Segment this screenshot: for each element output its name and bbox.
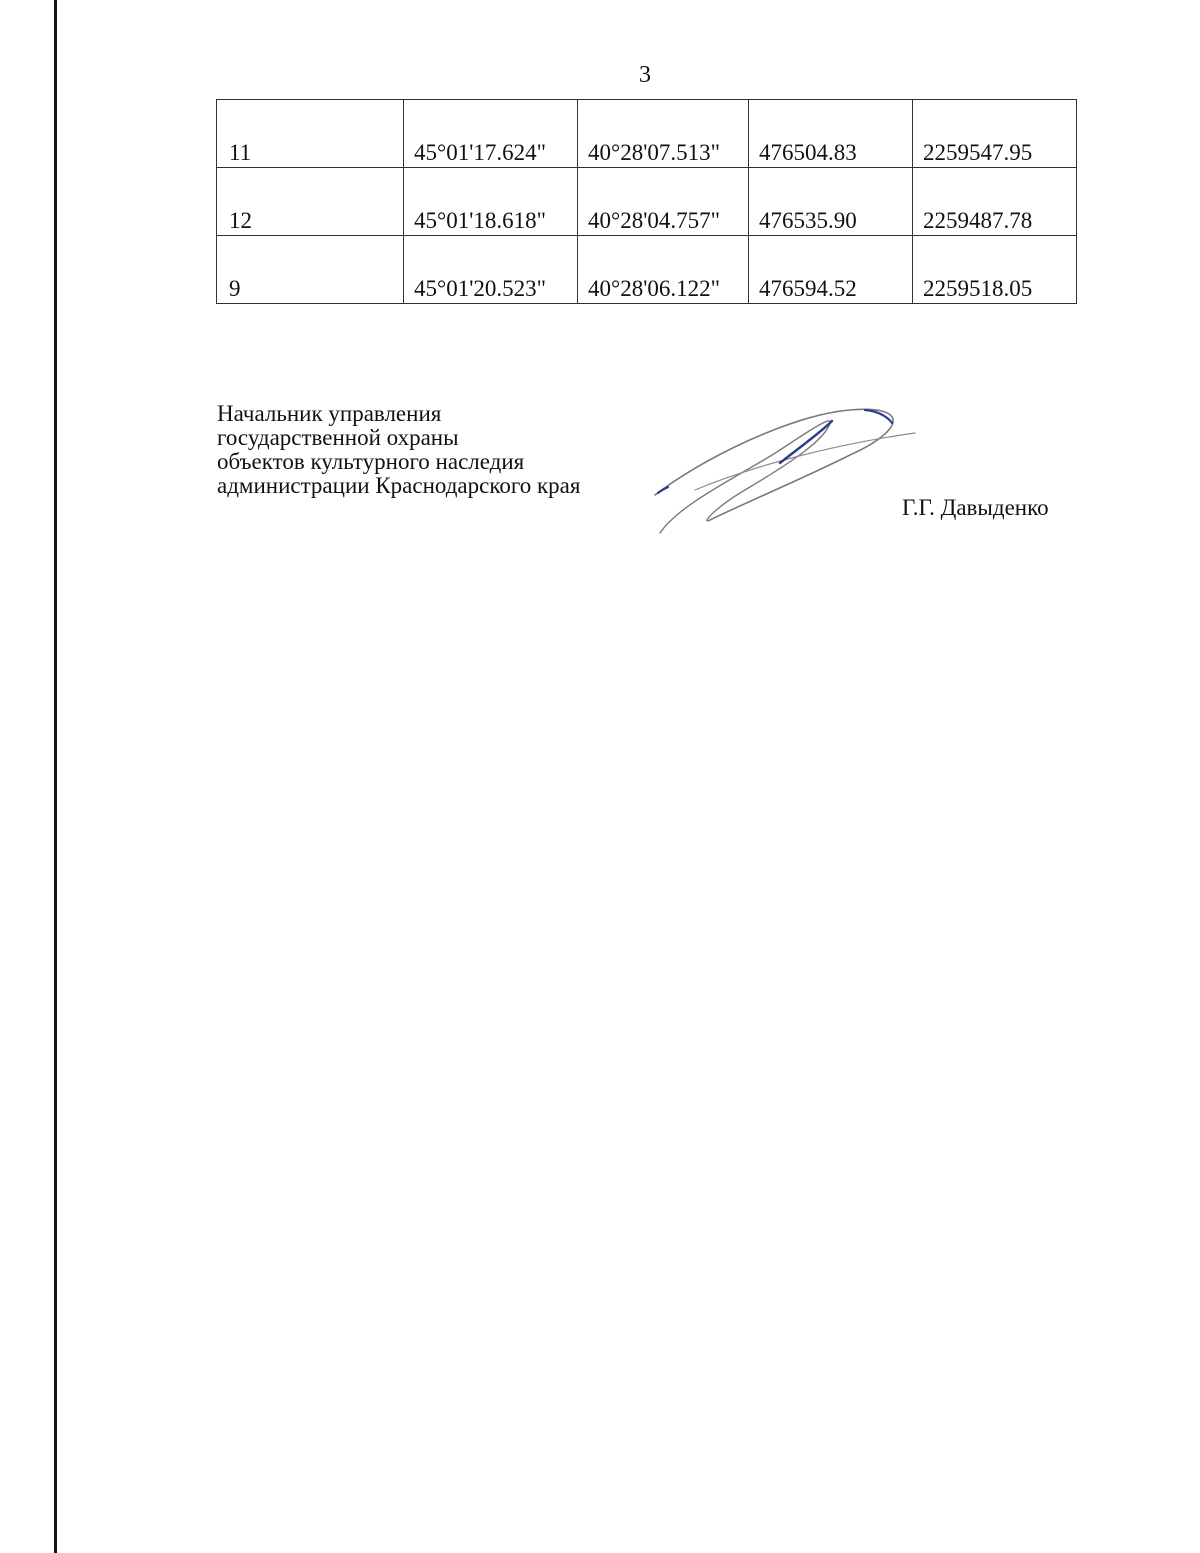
signatory-name: Г.Г. Давыденко	[902, 495, 1049, 520]
signature-ink-accent	[865, 410, 892, 423]
point-number-cell: 12	[217, 168, 404, 236]
signatory-position	[217, 402, 580, 498]
table-row	[217, 168, 1077, 236]
signature-stroke-outer	[655, 409, 893, 520]
latitude-cell: 45°01'18.618"	[404, 168, 578, 236]
signature-ink-accent	[780, 421, 832, 463]
latitude-cell: 45°01'20.523"	[404, 236, 578, 304]
position-line: Начальник управления	[217, 401, 442, 426]
y-coordinate-cell: 2259487.78	[913, 168, 1077, 236]
handwritten-signature	[640, 395, 940, 545]
point-number-cell: 9	[217, 236, 404, 304]
position-line: государственной охраны	[217, 425, 459, 450]
point-number-cell: 11	[217, 100, 404, 168]
x-coordinate-cell: 476594.52	[749, 236, 913, 304]
x-coordinate-cell: 476535.90	[749, 168, 913, 236]
longitude-cell: 40°28'04.757"	[578, 168, 749, 236]
position-line: объектов культурного наследия	[217, 449, 525, 474]
scan-left-edge	[54, 0, 57, 1553]
x-coordinate-cell: 476504.83	[749, 100, 913, 168]
longitude-cell: 40°28'07.513"	[578, 100, 749, 168]
table-row	[217, 236, 1077, 304]
y-coordinate-cell: 2259518.05	[913, 236, 1077, 304]
longitude-cell: 40°28'06.122"	[578, 236, 749, 304]
signature-ink-accent	[658, 487, 668, 493]
latitude-cell: 45°01'17.624"	[404, 100, 578, 168]
coordinates-table	[216, 99, 1077, 304]
position-line: администрации Краснодарского края	[217, 473, 581, 498]
y-coordinate-cell: 2259547.95	[913, 100, 1077, 168]
table-row	[217, 100, 1077, 168]
page-number: 3	[639, 62, 651, 88]
